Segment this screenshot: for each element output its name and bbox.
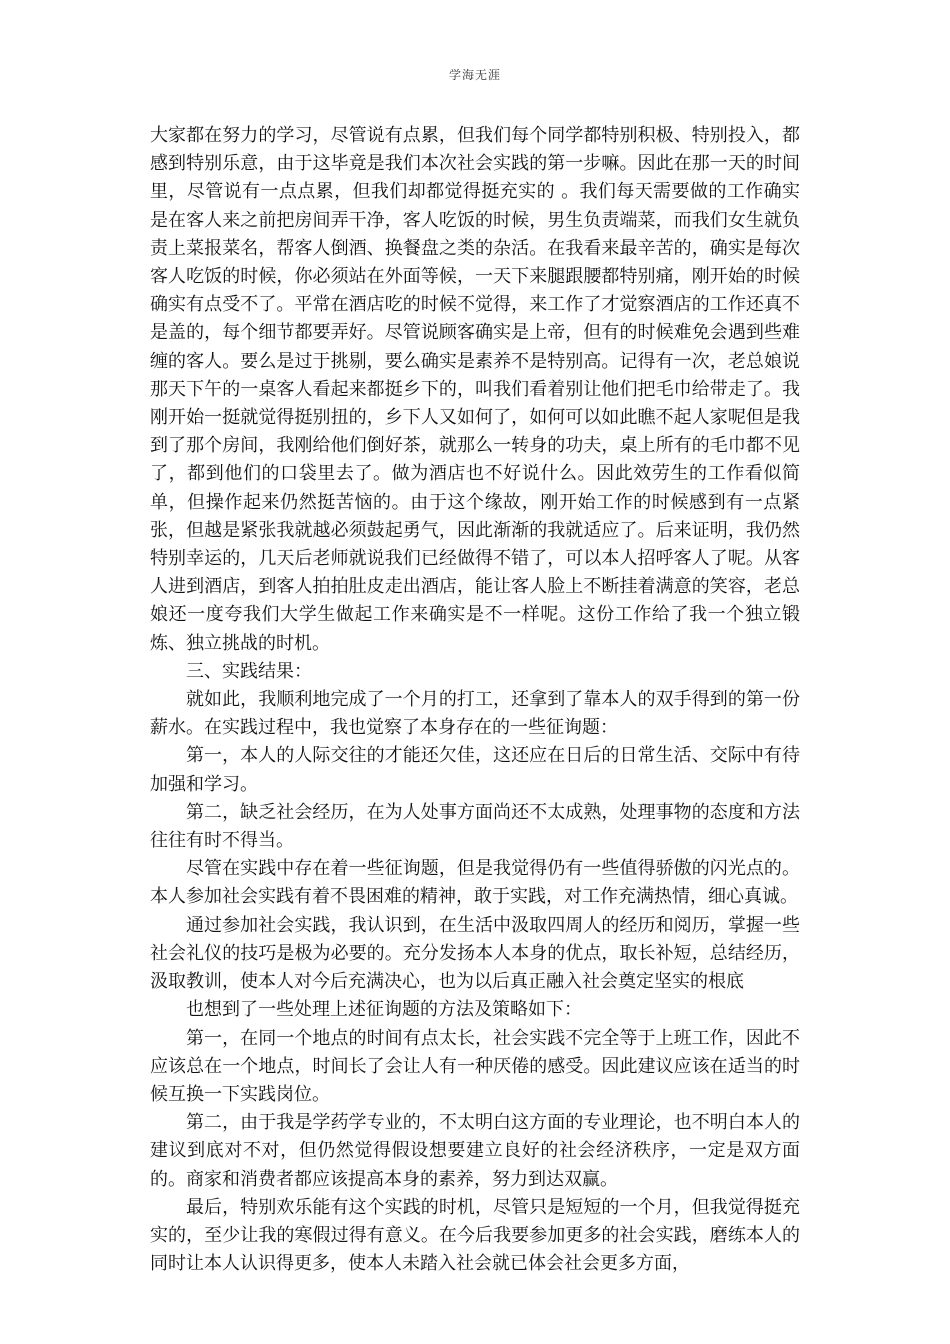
- page-header: 学海无涯: [448, 68, 501, 82]
- paragraph-1: 大家都在努力的学习，尽管说有点累，但我们每个同学都特别积极、特别投入，都感到特别乐意，由于这毕竟是我们本次社会实践的第一步嘛。因此在那一天的时间里，尽管说有一点点累，但我们却都觉得挺充实的 。我们每天需要做的工作确实是在客人来之前把房间弄干净，客人吃饭的时候，男生负责端菜，而我们女生就负责上菜报菜名，帮客人倒酒、换餐盘之类的杂活。在我看来最辛苦的，确实是每次客人吃饭的时候，你必须站在外面等候，一天下来腿跟腰都特别痛，刚开始的时候确实有点受不了。平常在酒店吃的时候不觉得，来工作了才觉察酒店的工作还真不是盖的，每个细节都要弄好。尽管说顾客确实是上帝，但有的时候难免会遇到些难缠的客人。要么是过于挑剔，要么确实是素养不是特别高。记得有一次，老总娘说那天下午的一桌客人看起来都挺乡下的，叫我们看着别让他们把毛巾给带走了。我刚开始一挺就觉得挺别扭的，乡下人又如何了，如何可以如此瞧不起人家呢但是我到了那个房间，我刚给他们倒好茶，就那么一转身的功夫，桌上所有的毛巾都不见了，都到他们的口袋里去了。做为酒店也不好说什么。因此效劳生的工作看似简单，但操作起来仍然挺苦恼的。由于这个缘故，刚开始工作的时候感到有一点紧张，但越是紧张我就越必须鼓起勇气，因此渐渐的我就适应了。后来证明，我仍然特别幸运的，几天后老师就说我们已经做得不错了，可以本人招呼客人了呢。从客人进到酒店，到客人拍拍肚皮走出酒店，能让客人脸上不断挂着满意的笑容，老总娘还一度夸我们大学生做起工作来确实是不一样呢。这份工作给了我一个独立锻炼、独立挑战的时机。: [150, 125, 800, 654]
- paragraph-9: 第二，由于我是学药学专业的，不太明白这方面的专业理论，也不明白本人的建议到底对不对，但仍然觉得假设想要建立良好的社会经济秩序，一定是双方面的。商家和消费者都应该提高本身的素养，努力到达双赢。: [150, 1112, 800, 1190]
- document-body: [150, 122, 800, 1278]
- paragraph-6: 通过参加社会实践，我认识到，在生活中汲取四周人的经历和阅历，掌握一些社会礼仪的技巧是极为必要的。充分发扬本人本身的优点，取长补短，总结经历，汲取教训，使本人对今后充满决心，也为以后真正融入社会奠定坚实的根底: [150, 914, 800, 993]
- paragraph-10: 最后，特别欢乐能有这个实践的时机，尽管只是短短的一个月，但我觉得挺充实的，至少让我的寒假过得有意义。在今后我要参加更多的社会实践，磨练本人的同时让本人认识得更多，使本人未踏入社会就已体会社会更多方面，: [150, 1196, 800, 1275]
- section-heading-results: 三、实践结果：: [186, 660, 312, 682]
- paragraph-7: 也想到了一些处理上述征询题的方法及策略如下：: [186, 999, 582, 1021]
- paragraph-3: 第一，本人的人际交往的才能还欠佳，这还应在日后的日常生活、交际中有待加强和学习。: [150, 745, 800, 795]
- paragraph-4: 第二，缺乏社会经历，在为人处事方面尚还不太成熟，处理事物的态度和方法往往有时不得当。: [150, 801, 800, 852]
- paragraph-5: 尽管在实践中存在着一些征询题，但是我觉得仍有一些值得骄傲的闪光点的。本人参加社会实践有着不畏困难的精神，敢于实践，对工作充满热情，细心真诚。: [150, 858, 800, 908]
- paragraph-8: 第一，在同一个地点的时间有点太长，社会实践不完全等于上班工作，因此不应该总在一个地点，时间长了会让人有一种厌倦的感受。因此建议应该在适当的时候互换一下实践岗位。: [150, 1027, 800, 1105]
- paragraph-2: 就如此，我顺利地完成了一个月的打工，还拿到了靠本人的双手得到的第一份薪水。在实践过程中，我也觉察了本身存在的一些征询题：: [150, 689, 800, 739]
